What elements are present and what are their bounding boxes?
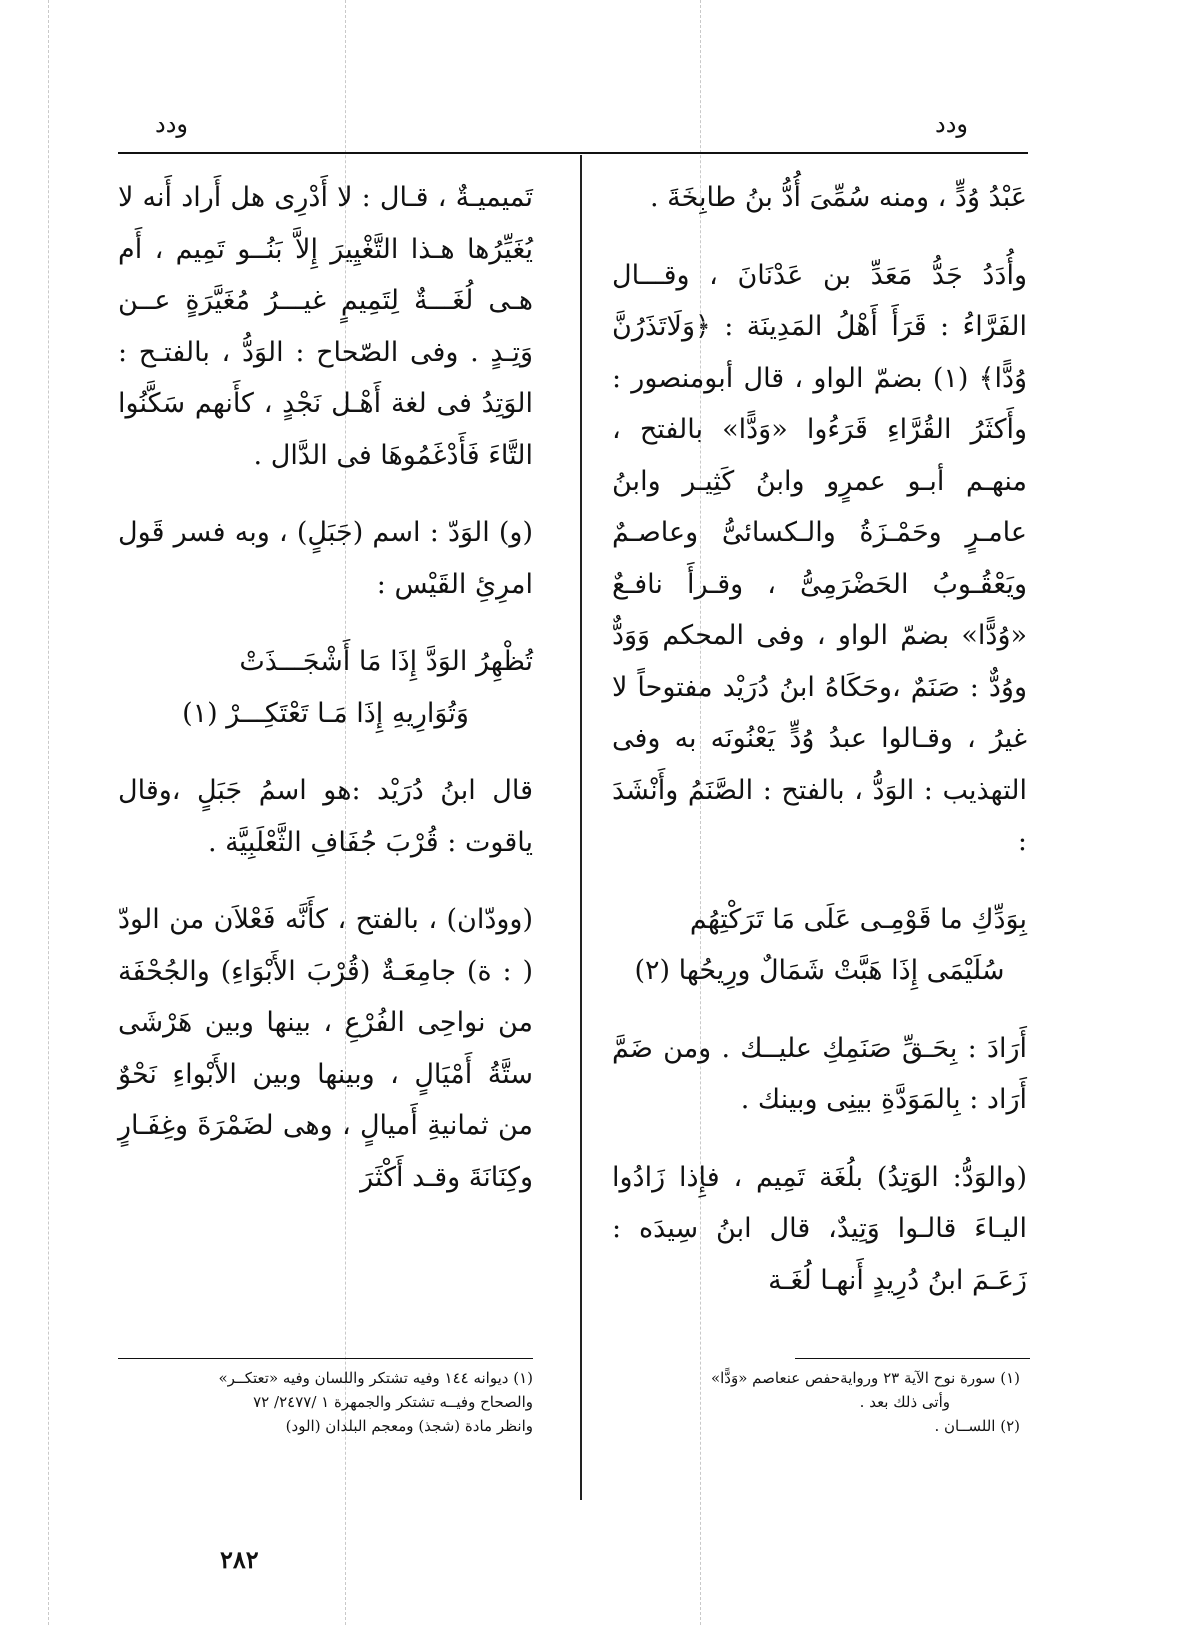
page-number: ٢٨٢ [220,1545,259,1574]
footnote: وأتى ذلك بعد . [859,1393,950,1411]
paragraph: تَميميـةٌ ، قـال : لا أَدْرِى هل أَراد أَنه لا يُغَيِّرُها هـذا التَّغْيِيرَ إِلاَّ بَنُــو تَمِيم ، أَم هـى لُغَـــةٌ لِتَمِيمٍ غيـــرُ مُغَيَّرَةٍ عــن وَتِـدٍ . وفى الصّحاح : الوَدُّ ، بالفتـح : الوَتِدُ فى لغة أَهْـل نَجْدٍ ، كأَنهم سَكَّنُوا التَّاءَ فَأَدْغَمُوهَا فى الدَّال . [118,182,533,471]
paragraph: (و) الوَدّ : اسم (جَبَلٍ) ، وبه فسر قَول امرِئِ القَيْس : [118,517,533,600]
paragraph: أَرَادَ : بِحَـقِّ صَنَمِكِ عليــك . ومن ضَمَّ أَرَاد : بِالمَوَدَّةِ بينِى وبينك . [612,1032,1027,1115]
paragraph: عَبْدُ وُدٍّ ، ومنه سُمِّىَ أُدُّ بنُ طابِخَةَ . [649,182,1027,213]
paragraph: وأُدَدُ جَدُّ مَعَدِّ بن عَدْنَانَ ، وقـــال الفَرَّاءُ : قَرَأَ أَهْلُ المَدِينَة : ﴿وَلَاتَذَرُنَّ وُدًّا﴾ (١) بضمّ الواو ، قال أبومنصور : وأَكثَرُ القُرَّاءِ قَرَءُوا «وَدًّا» بالفتح ، منهـم أبـو عمرٍو وابنُ كَثِيـر وابنُ عامـرٍ وحَمْـزَةُ والـكسائىُّ وعاصـمٌ ويَعْقُـوبُ الحَضْرَمِىُّ ، وقـرأَ نافـعٌ «وُدًّا» بضمّ الواو ، وفى المحكم وَوَدٌّ ووُدٌّ : صَنَمٌ ،وحَكَاهُ ابنُ دُرَيْد مفتوحاً لا غيرُ ، وقـالوا عبدُ وُدٍّ يَعْنُونَه به وفى التهذيب : الوَدُّ ، بالفتح : الصَّنَمُ وأَنْشَدَ : [612,259,1028,857]
verse-line: سُلَيْمَى إِذَا هَبَّتْ شَمَالٌ ورِيحُها (٢) [634,955,1005,986]
left-column [118,172,533,1203]
paragraph: (وودّان) ، بالفتح ، كأَنَّه فَعْلاَن من الودّ ( : ة) جامِعَـةٌ (قُرْبَ الأَبْوَاءِ) والجُحْفَة من نواحِى الفُرْعِ ، بينها وبين هَرْشَى ستَّةُ أَمْيَالٍ ، وبينها وبين الأَبْواءِ نَحْوٌ من ثمانيةِ أَميالٍ ، وهى لضَمْرَةَ وغِفَـارٍ وكِنَانَةَ وقـد أَكْثَرَ [118,904,533,1193]
column-separator [580,155,582,1500]
running-header-right: ودد [935,110,968,138]
verse-line: وَتُوَارِيهِ إِذَا مَـا تَعْتَكِـــرْ (١) [182,697,469,729]
paragraph: قال ابنُ دُرَيْد :هو اسمُ جَبَلٍ ،وقال ياقوت : قُرْبَ جُفَافِ الثَّعْلَبِيَّة . [118,775,533,858]
footnote: (٢) اللســان . [934,1417,1020,1435]
right-column [612,172,1027,1306]
footnote: (١) سورة نوح الآية ٢٣ وروايةحفص عنعاصم «وَدًّا» [710,1369,1020,1387]
footnote: وانظر مادة (شجذ) ومعجم البلدان (الود) [285,1417,533,1435]
paragraph: (والوَدُّ: الوَتِدُ) بلُغَة تَمِيم ، فإِذا زَادُوا اليـاءَ قالـوا وَتِيدٌ، قال ابنُ سِيدَه : زَعَـمَ ابنُ دُرِيدٍ أَنهـا لُغَـة [612,1161,1027,1296]
footnotes-left [118,1366,533,1438]
footnote: (١) ديوانه ١٤٤ وفيه تشتكر واللسان وفيه «تعتكــر» [218,1369,533,1387]
verse-line: بِوَدِّكِ ما قَوْمِـى عَلَى مَا تَرَكْتِهُم [689,903,1027,935]
running-header-left: ودد [155,110,188,138]
header-rule [118,152,1028,154]
footnote-rule-left [118,1358,533,1359]
footnotes-right [600,1366,1020,1438]
footnote: والصحاح وفيــه تشتكر والجمهرة ١ /٢٤٧٧/ ٧٢ [253,1393,533,1411]
scan-guide-line [48,0,49,1625]
footnote-rule-right [795,1358,1030,1359]
verse-line: تُظْهِرُ الوَدَّ إِذَا مَا أَشْجَـــذَتْ [239,646,533,677]
